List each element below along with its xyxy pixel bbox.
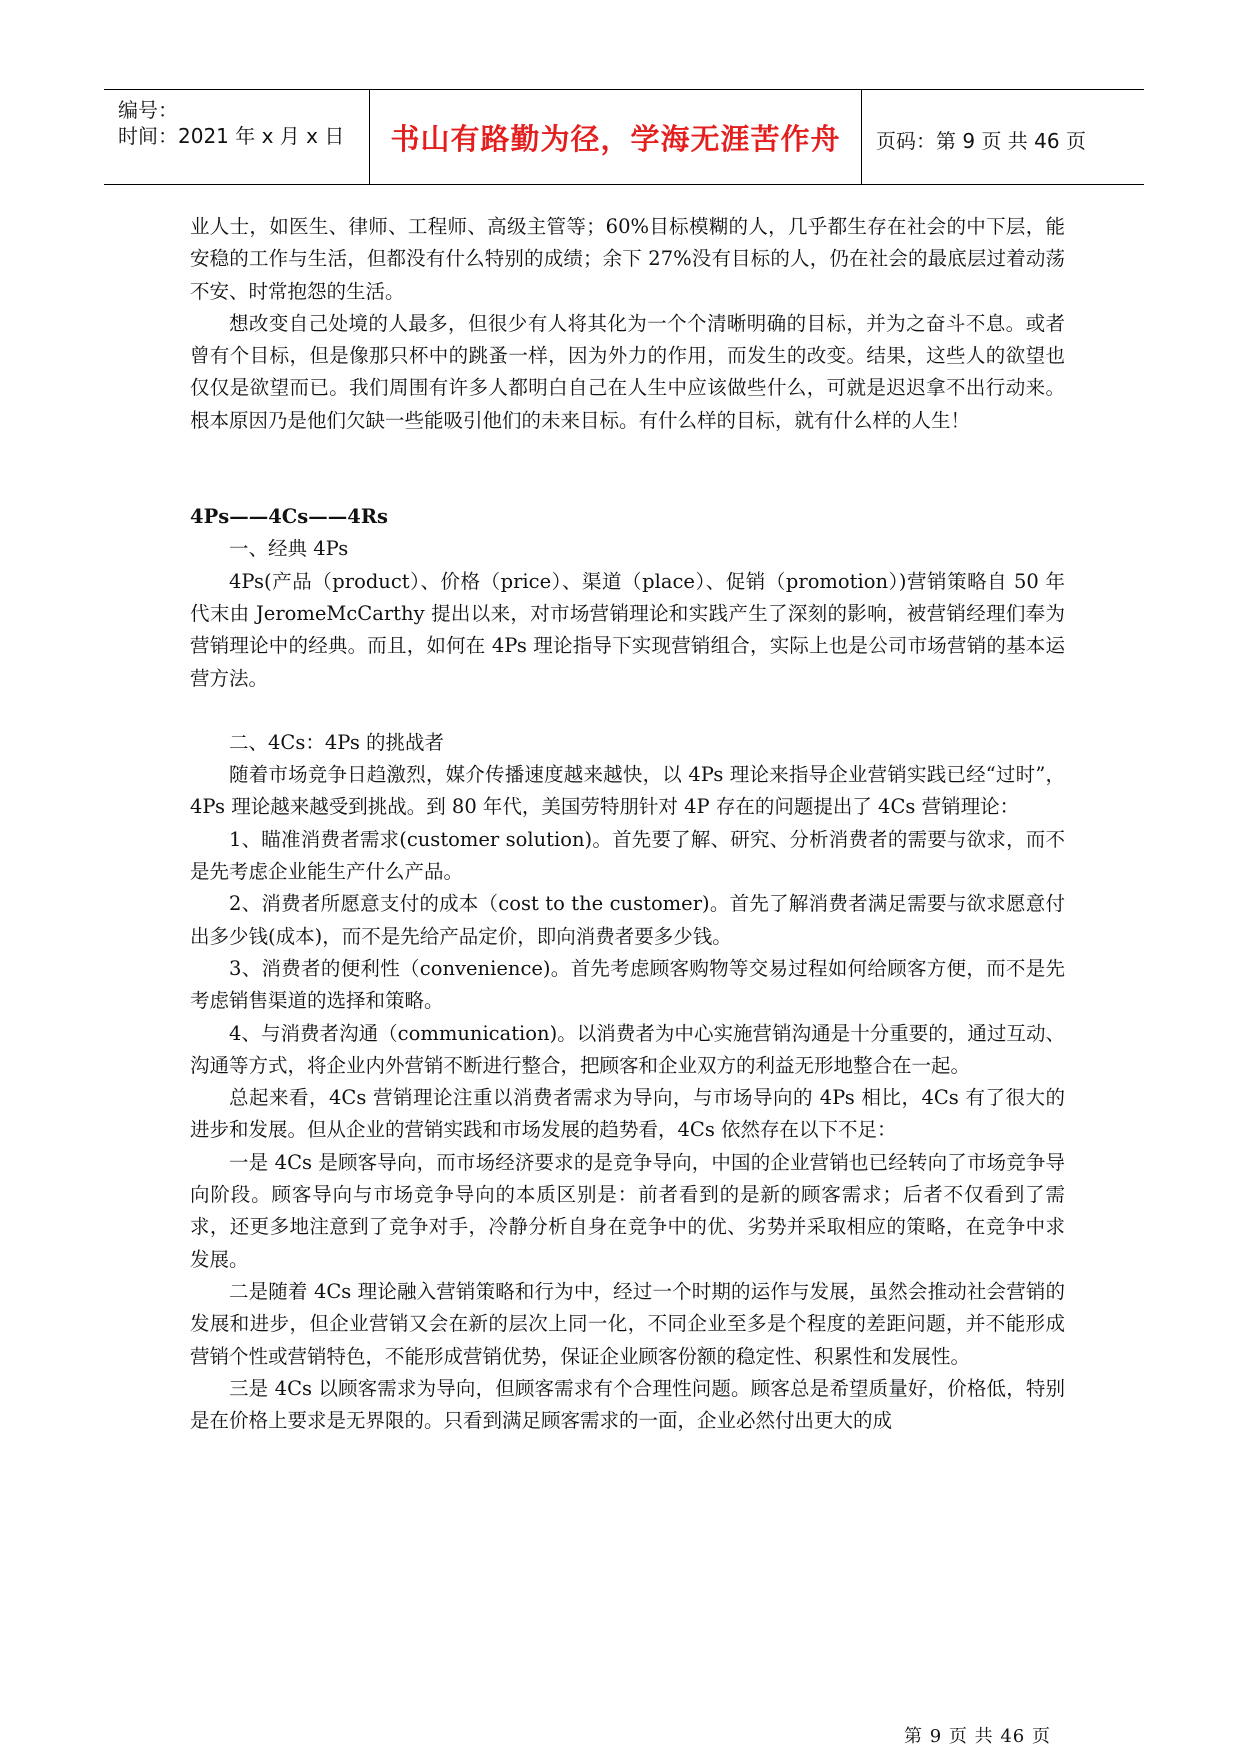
serial-number-label: 编号： [118,98,178,122]
list-item: 2、消费者所愿意支付的成本（cost to the customer)。首先了解消费者满足需要与欲求愿意付出多少钱(成本)，而不是先给产品定价，即向消费者要多少钱。 [190,892,1065,948]
paragraph: 4Ps(产品（product）、价格（price）、渠道（place）、促销（promotion）)营销策略自 50 年代末由 JeromeMcCarthy 提出以来，对市场营销理论和实践产生了深刻的影响，被营销经理们奉为营销理论中的经典。而且，如何在 4Ps 理论指导下实现营销组合，实际上也是公司市场营销的基本运营方法。 [190,569,1065,690]
list-item: 4、与消费者沟通（communication)。以消费者为中心实施营销沟通是十分重要的，通过互动、沟通等方式，将企业内外营销不断进行整合，把顾客和企业双方的利益无形地整合在一起。 [190,1021,1065,1077]
section-title: 4Ps——4Cs——4Rs [190,505,389,529]
paragraph: 业人士，如医生、律师、工程师、高级主管等；60%目标模糊的人，几乎都生存在社会的中下层，能安稳的工作与生活，但都没有什么特别的成绩；余下 27%没有目标的人，仍在社会的最底层过着动荡不安、时常抱怨的生活。 [190,215,1065,303]
time-label: 时间：2021 年 x 月 x 日 [118,124,345,148]
spacer [190,695,1065,727]
paragraph: 总起来看，4Cs 营销理论注重以消费者需求为导向，与市场导向的 4Ps 相比，4Cs 有了很大的进步和发展。但从企业的营销实践和市场发展的趋势看，4Cs 依然存在以下不足： [190,1086,1065,1142]
page-header [104,89,1144,185]
paragraph: 二是随着 4Cs 理论融入营销策略和行为中，经过一个时期的运作与发展，虽然会推动社会营销的发展和进步，但企业营销又会在新的层次上同一化，不同企业至多是个程度的差距问题，并不能形成营销个性或营销特色，不能形成营销优势，保证企业顾客份额的稳定性、积累性和发展性。 [190,1279,1065,1368]
header-page-number: 页码：第 9 页 共 46 页 [876,129,1086,153]
document-body [190,211,1065,1437]
header-motto: 书山有路勤为径，学海无涯苦作舟 [390,122,841,156]
subsection-heading: 一、经典 4Ps [229,537,349,561]
header-page-cell [862,90,1144,184]
list-item: 1、瞄准消费者需求(customer solution)。首先要了解、研究、分析消费者的需要与欲求，而不是先考虑企业能生产什么产品。 [190,827,1065,884]
subsection-heading: 二、4Cs：4Ps 的挑战者 [229,730,445,754]
spacer [190,437,1065,501]
paragraph: 随着市场竞争日趋激烈，媒介传播速度越来越快，以 4Ps 理论来指导企业营销实践已经“过时”，4Ps 理论越来越受到挑战。到 80 年代，美国劳特朋针对 4P 存在的问题提出了 4Cs 营销理论： [190,763,1065,819]
header-motto-cell [370,90,862,184]
header-info-cell [104,90,370,184]
list-item: 3、消费者的便利性（convenience)。首先考虑顾客购物等交易过程如何给顾客方便，而不是先考虑销售渠道的选择和策略。 [190,956,1065,1013]
paragraph: 三是 4Cs 以顾客需求为导向，但顾客需求有个合理性问题。顾客总是希望质量好，价格低，特别是在价格上要求是无界限的。只看到满足顾客需求的一面，企业必然付出更大的成 [190,1376,1065,1433]
paragraph: 一是 4Cs 是顾客导向，而市场经济要求的是竞争导向，中国的企业营销也已经转向了市场竞争导向阶段。顾客导向与市场竞争导向的本质区别是：前者看到的是新的顾客需求；后者不仅看到了需求，还更多地注意到了竞争对手，冷静分析自身在竞争中的优、劣势并采取相应的策略，在竞争中求发展。 [190,1150,1065,1271]
page-footer: 第 9 页 共 46 页 [904,1726,1051,1747]
paragraph: 想改变自己处境的人最多，但很少有人将其化为一个个清晰明确的目标，并为之奋斗不息。或者曾有个目标，但是像那只杯中的跳蚤一样，因为外力的作用，而发生的改变。结果，这些人的欲望也仅仅是欲望而已。我们周围有许多人都明白自己在人生中应该做些什么，可就是迟迟拿不出行动来。根本原因乃是他们欠缺一些能吸引他们的未来目标。有什么样的目标，就有什么样的人生！ [190,311,1065,432]
